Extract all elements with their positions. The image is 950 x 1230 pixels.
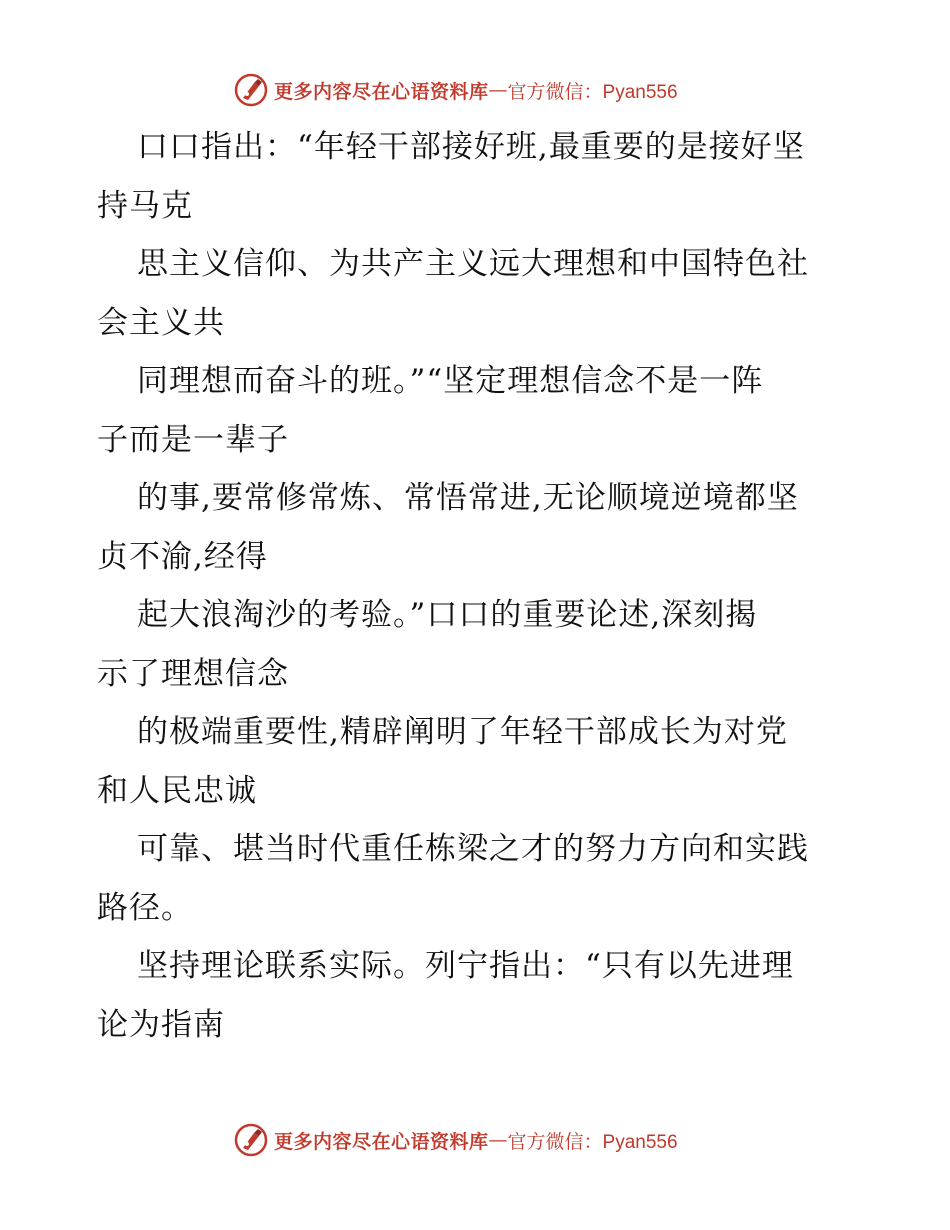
text-line: 贞不渝,经得 — [97, 538, 268, 575]
text-line: 起大浪淘沙的考验。”口口的重要论述,深刻揭 — [137, 597, 758, 633]
pen-quill-logo-icon — [234, 1123, 268, 1157]
text-line: 的事,要常修常炼、常悟常进,无论顺境逆境都坚 — [137, 480, 799, 516]
text-line: 的极端重要性,精辟阐明了年轻干部成长为对党 — [137, 714, 788, 750]
text-line: 子而是一辈子 — [97, 421, 289, 458]
text-line: 论为指南 — [97, 1006, 225, 1043]
text-line: 和人民忠诚 — [97, 772, 257, 809]
text-line: 同理想而奋斗的班。”“坚定理想信念不是一阵 — [137, 363, 764, 399]
banner-separator: — — [488, 1129, 508, 1151]
text-line: 口口指出：“年轻干部接好班,最重要的是接好坚 — [137, 129, 805, 165]
pen-quill-logo-icon — [234, 73, 268, 107]
text-line: 示了理想信念 — [97, 655, 289, 692]
header-banner — [234, 70, 754, 110]
text-line: 思主义信仰、为共产主义远大理想和中国特色社 — [137, 246, 809, 282]
document-body — [97, 118, 857, 1054]
text-line: 会主义共 — [97, 304, 225, 341]
text-line: 坚持理论联系实际。列宁指出：“只有以先进理 — [137, 948, 794, 984]
banner-title: 更多内容尽在心语资料库 — [274, 80, 489, 103]
banner-contact: 官方微信：Pyan556 — [507, 81, 678, 103]
text-line: 路径。 — [97, 889, 193, 926]
footer-banner — [234, 1120, 754, 1160]
banner-title: 更多内容尽在心语资料库 — [274, 1130, 489, 1153]
text-line: 持马克 — [97, 187, 193, 224]
text-line: 可靠、堪当时代重任栋梁之才的努力方向和实践 — [137, 831, 809, 867]
banner-separator: — — [488, 79, 508, 101]
banner-contact: 官方微信：Pyan556 — [507, 1131, 678, 1153]
